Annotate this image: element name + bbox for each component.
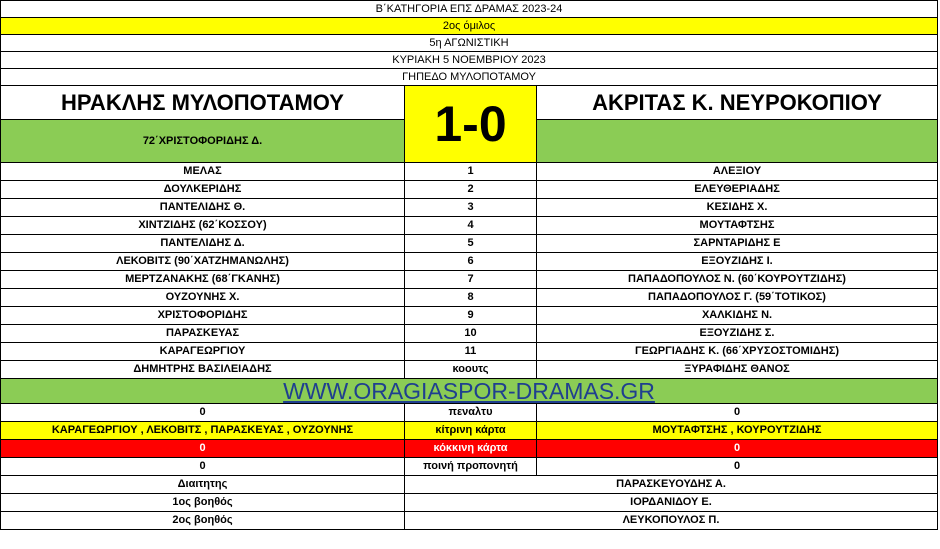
lineup-row xyxy=(1,307,938,325)
home-scorers xyxy=(1,120,405,163)
home-scorers-text: 72΄ΧΡΙΣΤΟΦΟΡΙΔΗΣ Δ. xyxy=(142,134,263,147)
official-role: 1ος βοηθός xyxy=(1,494,405,512)
home-player: ΜΕΡΤΖΑΝΑΚΗΣ (68΄ΓΚΑΝΗΣ) xyxy=(1,271,405,289)
lineup-row xyxy=(1,199,938,217)
home-player: ΔΟΥΛΚΕΡΙΔΗΣ xyxy=(1,181,405,199)
away-player: ΜΟΥΤΑΦΤΣΗΣ xyxy=(537,217,938,235)
away-player: ΕΛΕΥΘΕΡΙΑΔΗΣ xyxy=(537,181,938,199)
away-player: ΧΑΛΚΙΔΗΣ Ν. xyxy=(537,307,938,325)
away-player: ΕΞΟΥΖΙΔΗΣ Σ. xyxy=(537,325,938,343)
away-coach-penalty: 0 xyxy=(537,458,938,476)
shirt-number: 4 xyxy=(405,217,537,235)
home-player: ΧΙΝΤΖΙΔΗΣ (62΄ΚΟΣΣΟΥ) xyxy=(1,217,405,235)
home-player: ΠΑΝΤΕΛΙΔΗΣ Δ. xyxy=(1,235,405,253)
coach-penalty-row xyxy=(1,458,938,476)
lineup-row xyxy=(1,325,938,343)
group-title: 2ος όμιλος xyxy=(1,18,938,35)
penalty-label: πεναλτυ xyxy=(405,404,537,422)
away-penalty: 0 xyxy=(537,404,938,422)
official-name: ΠΑΡΑΣΚΕΥΟΥΔΗΣ Α. xyxy=(405,476,938,494)
away-team-name: ΑΚΡΙΤΑΣ Κ. ΝΕΥΡΟΚΟΠΙΟΥ xyxy=(537,86,938,120)
lineup-row xyxy=(1,181,938,199)
away-player: ΠΑΠΑΔΟΠΟΥΛΟΣ Γ. (59΄ΤΟΤΙΚΟΣ) xyxy=(537,289,938,307)
yellow-card-label: κίτρινη κάρτα xyxy=(405,422,537,440)
away-yellow-cards: ΜΟΥΤΑΦΤΣΗΣ , ΚΟΥΡΟΥΤΖΙΔΗΣ xyxy=(537,422,938,440)
lineup-row xyxy=(1,163,938,181)
lineup-row xyxy=(1,253,938,271)
lineup-row xyxy=(1,289,938,307)
official-row xyxy=(1,476,938,494)
home-penalty: 0 xyxy=(1,404,405,422)
away-player: ΚΕΣΙΔΗΣ Χ. xyxy=(537,199,938,217)
away-scorers xyxy=(537,120,938,163)
final-score: 1-0 xyxy=(405,86,537,163)
home-yellow-cards: ΚΑΡΑΓΕΩΡΓΙΟΥ , ΛΕΚΟΒΙΤΣ , ΠΑΡΑΣΚΕΥΑΣ , ΟΥΖΟΥΝΗΣ xyxy=(1,422,405,440)
lineup-row xyxy=(1,343,938,361)
coach-row xyxy=(1,361,938,379)
match-date: ΚΥΡΙΑΚΗ 5 ΝΟΕΜΒΡΙΟΥ 2023 xyxy=(1,52,938,69)
coach-penalty-label: ποινή προπονητή xyxy=(405,458,537,476)
home-team-name: ΗΡΑΚΛΗΣ ΜΥΛΟΠΟΤΑΜΟΥ xyxy=(1,86,405,120)
website-banner xyxy=(1,379,938,404)
official-row xyxy=(1,494,938,512)
shirt-number: 11 xyxy=(405,343,537,361)
shirt-number: 2 xyxy=(405,181,537,199)
coach-label: κοουτς xyxy=(405,361,537,379)
home-player: ΠΑΝΤΕΛΙΔΗΣ Θ. xyxy=(1,199,405,217)
home-player: ΟΥΖΟΥΝΗΣ Χ. xyxy=(1,289,405,307)
away-coach: ΞΥΡΑΦΙΔΗΣ ΘΑΝΟΣ xyxy=(537,361,938,379)
home-player: ΚΑΡΑΓΕΩΡΓΙΟΥ xyxy=(1,343,405,361)
official-role: 2ος βοηθός xyxy=(1,512,405,530)
home-red-cards: 0 xyxy=(1,440,405,458)
home-coach: ΔΗΜΗΤΡΗΣ ΒΑΣΙΛΕΙΑΔΗΣ xyxy=(1,361,405,379)
penalty-row xyxy=(1,404,938,422)
lineup-row xyxy=(1,235,938,253)
shirt-number: 3 xyxy=(405,199,537,217)
red-card-label: κόκκινη κάρτα xyxy=(405,440,537,458)
away-player: ΣΑΡΝΤΑΡΙΔΗΣ Ε xyxy=(537,235,938,253)
red-card-row xyxy=(1,440,938,458)
home-player: ΠΑΡΑΣΚΕΥΑΣ xyxy=(1,325,405,343)
official-name: ΙΟΡΔΑΝΙΔΟΥ Ε. xyxy=(405,494,938,512)
official-name: ΛΕΥΚΟΠΟΥΛΟΣ Π. xyxy=(405,512,938,530)
away-player: ΑΛΕΞΙΟΥ xyxy=(537,163,938,181)
away-player: ΓΕΩΡΓΙΑΔΗΣ Κ. (66΄ΧΡΥΣΟΣΤΟΜΙΔΗΣ) xyxy=(537,343,938,361)
home-coach-penalty: 0 xyxy=(1,458,405,476)
home-player: ΧΡΙΣΤΟΦΟΡΙΔΗΣ xyxy=(1,307,405,325)
yellow-card-row xyxy=(1,422,938,440)
shirt-number: 9 xyxy=(405,307,537,325)
home-player: ΛΕΚΟΒΙΤΣ (90΄ΧΑΤΖΗΜΑΝΩΛΗΣ) xyxy=(1,253,405,271)
stadium-name: ΓΗΠΕΔΟ ΜΥΛΟΠΟΤΑΜΟΥ xyxy=(1,69,938,86)
away-player: ΕΞΟΥΖΙΔΗΣ Ι. xyxy=(537,253,938,271)
away-player: ΠΑΠΑΔΟΠΟΥΛΟΣ Ν. (60΄ΚΟΥΡΟΥΤΖΙΔΗΣ) xyxy=(537,271,938,289)
home-player: ΜΕΛΑΣ xyxy=(1,163,405,181)
shirt-number: 6 xyxy=(405,253,537,271)
shirt-number: 1 xyxy=(405,163,537,181)
official-role: Διαιτητης xyxy=(1,476,405,494)
lineup-row xyxy=(1,271,938,289)
official-row xyxy=(1,512,938,530)
lineup-row xyxy=(1,217,938,235)
shirt-number: 8 xyxy=(405,289,537,307)
website-link[interactable]: WWW.ORAGIASPOR-DRAMAS.GR xyxy=(283,378,655,404)
league-title: Β΄ΚΑΤΗΓΟΡΙΑ ΕΠΣ ΔΡΑΜΑΣ 2023-24 xyxy=(1,1,938,18)
shirt-number: 10 xyxy=(405,325,537,343)
matchday-title: 5η ΑΓΩΝΙΣΤΙΚΗ xyxy=(1,35,938,52)
shirt-number: 5 xyxy=(405,235,537,253)
away-red-cards: 0 xyxy=(537,440,938,458)
shirt-number: 7 xyxy=(405,271,537,289)
